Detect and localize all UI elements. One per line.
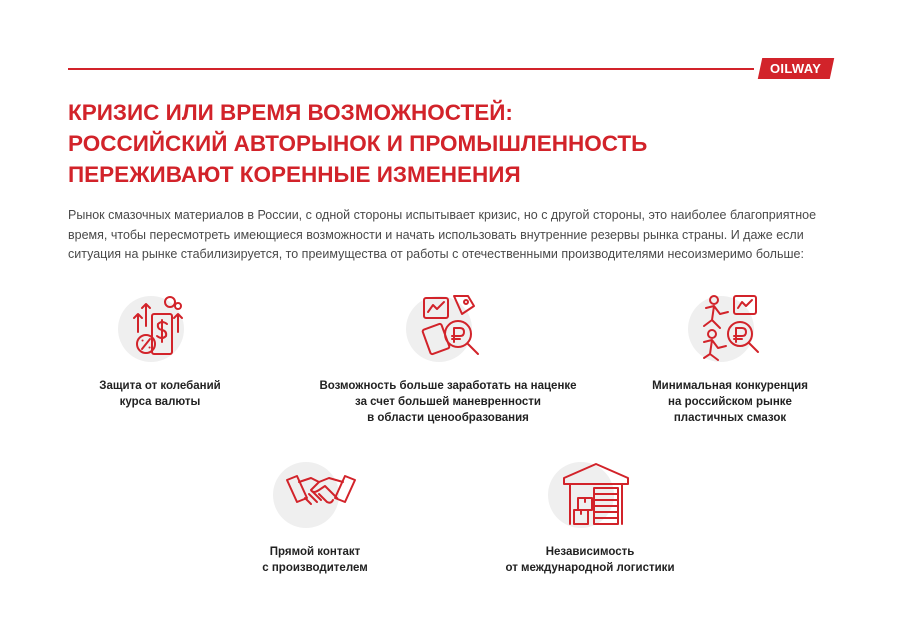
page-title — [68, 97, 828, 190]
feature-label-line: в области ценообразования — [367, 412, 529, 424]
currency-growth-icon — [130, 292, 202, 364]
feature-label-line: Защита от колебаний — [99, 380, 221, 392]
feature-label-line: на российском рынке — [668, 396, 792, 408]
feature-label-line: Прямой контакт — [269, 546, 361, 558]
competition-icon — [700, 292, 772, 364]
feature-label-line: Минимальная конкуренция — [652, 380, 808, 392]
feature-label-line: за счет большей маневренности — [355, 396, 541, 408]
feature-label-line: пластичных смазок — [673, 412, 787, 424]
handshake-icon — [285, 458, 357, 530]
feature-logistics-independence — [490, 458, 690, 576]
pricing-analysis-icon — [418, 292, 490, 364]
feature-direct-contact — [230, 458, 400, 576]
feature-icon-wrap — [546, 458, 634, 534]
feature-pricing-flexibility — [300, 292, 596, 426]
title-line: РОССИЙСКИЙ АВТОРЫНОК И ПРОМЫШЛЕННОСТЬ — [68, 131, 648, 156]
feature-label-line: Возможность больше заработать на наценке — [319, 380, 577, 392]
feature-label-line: Независимость — [545, 546, 635, 558]
feature-icon-wrap — [686, 292, 774, 368]
title-line: ПЕРЕЖИВАЮТ КОРЕННЫЕ ИЗМЕНЕНИЯ — [68, 162, 521, 187]
brand-logo — [758, 58, 834, 79]
feature-label — [640, 378, 820, 426]
feature-icon-wrap — [271, 458, 359, 534]
feature-low-competition — [640, 292, 820, 426]
intro-paragraph: Рынок смазочных материалов в России, с одной стороны испытывает кризис, но с другой стороны, это наиболее благоприятное время, чтобы пересмотреть имеющиеся возможности и начать использовать внутренние резервы рынка страны. И даже если ситуация на рынке стабилизируется, то преимущества от работы с отечественными производителями несоизмеримо больше: — [68, 208, 817, 261]
feature-label — [300, 378, 596, 426]
feature-icon-wrap — [404, 292, 492, 368]
header-rule — [68, 68, 754, 70]
warehouse-icon — [560, 458, 632, 530]
feature-label — [490, 544, 690, 576]
title-line: КРИЗИС ИЛИ ВРЕМЯ ВОЗМОЖНОСТЕЙ: — [68, 100, 513, 125]
feature-label-line: с производителем — [262, 562, 368, 574]
feature-label — [230, 544, 400, 576]
feature-currency-protection — [80, 292, 240, 410]
feature-label-line: от международной логистики — [505, 562, 675, 574]
feature-label-line: курса валюты — [119, 396, 201, 408]
feature-label — [80, 378, 240, 410]
brand-logo-text: OILWAY — [770, 61, 822, 76]
feature-icon-wrap — [116, 292, 204, 368]
